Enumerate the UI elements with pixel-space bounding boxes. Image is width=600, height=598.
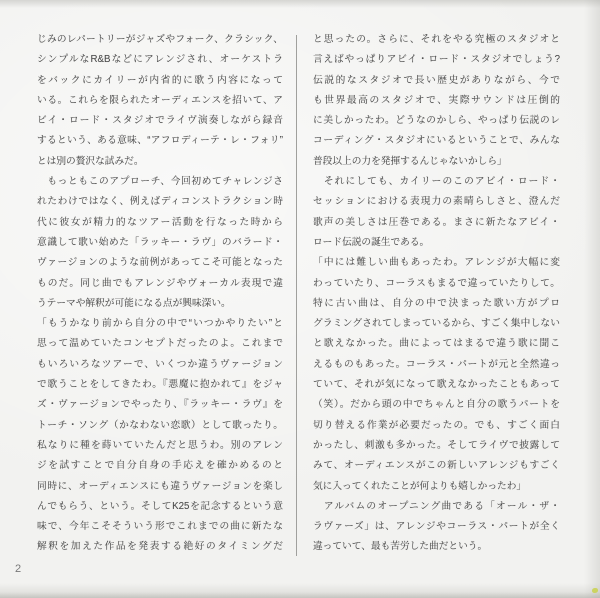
text-line: 特に古い曲は、自分の中で決まった歌い方がプロ [313, 297, 560, 309]
text-line: えるものもあった。コーラス・パートが元と全然違っ [313, 358, 560, 370]
text-line: 思って温めていたコンセプトだったのよ。これまで [37, 338, 283, 350]
text-line: 解釈を加えた作品を発表する絶好のタイミングだ [37, 541, 283, 553]
text-line: グラミングされてしまっているから、すごく集中しない [313, 318, 560, 330]
text-line: それにしても、カイリーのこのアビイ・ロード・ [313, 176, 560, 188]
text-line: ズ・ヴァージョンでやったり、『ラッキー・ラヴ』を [37, 399, 283, 411]
text-line: 伝説的なスタジオで長い歴史がありながら、今で [313, 74, 560, 86]
text-line: セッションにおける表現力の素晴らしさと、澄んだ [313, 196, 560, 208]
text-line: わっていたり、コーラスもまるで違っていたりして。 [313, 277, 560, 289]
text-line: 歌声の美しさは圧巻である。まさに新たなアビイ・ [313, 216, 560, 228]
text-line: じみのレパートリーがジャズやフォーク、クラシック、 [37, 34, 283, 45]
text-line: 普段以上の力を発揮するんじゃないかしら」 [313, 155, 507, 167]
text-line: うテーマや解釈が可能になる点が興味深い。 [37, 297, 231, 309]
text-line: コーディング・スタジオにいるということで、みんな [313, 135, 560, 147]
text-line: みて、オーディエンスがこの新しいアレンジもすごく [313, 460, 560, 472]
page-number: 2 [15, 563, 22, 575]
text-line: いる。これらを限られたオーディエンスを招いて、ア [37, 94, 283, 106]
text-line: 代に彼女が精力的なツアー活動を行なった時から [37, 216, 283, 228]
text-line: もいろいろなツアーで、いくつか違うヴァージョン [37, 358, 283, 370]
text-line: ロード伝説の誕生である。 [313, 236, 430, 248]
text-line: ていて、それが気になって歌えなかったこともあって [313, 379, 560, 391]
text-line: シンプルなR&Bなどにアレンジされ、オーケストラ [37, 54, 283, 66]
text-line: ジを試すことで自分自身の手応えを確かめるのと [37, 460, 283, 472]
text-line: トーチ・ソング（かなわない恋歌）として歌ったり。 [37, 419, 283, 431]
text-line: （笑）。だから頭の中でちゃんと自分の歌うパートを [313, 399, 560, 411]
text-line: 私なりに種を蒔いていたんだと思うわ。別のアレン [37, 439, 283, 451]
column-left [37, 30, 283, 558]
text-line: も世界最高のスタジオで、実際サウンドは圧倒的 [313, 94, 560, 106]
text-line: 違っていて、最も苦労した曲だという。 [313, 541, 488, 553]
text-line: ものだ。同じ曲でもアレンジやヴォーカル表現で違 [37, 277, 283, 289]
text-line: れたわけではなく、例えばディコンストラクション時 [37, 196, 283, 208]
text-line: 気に入ってくれたことが何よりも嬉しかったわ」 [313, 480, 527, 492]
text-line: 切り替える作業が必要だったの。でも、すごく面白 [313, 419, 560, 431]
text-line: ビイ・ロード・スタジオでライヴ演奏しながら録音 [37, 115, 283, 127]
text-line: と歌えなかった。曲によってはまるで違う歌に聞こ [313, 338, 560, 350]
paper-speck [592, 588, 598, 593]
text-line: かったし、刺激も多かった。そしてライヴで披露して [313, 439, 560, 451]
text-line: アルバムのオープニング曲である「オール・ザ・ [313, 500, 560, 512]
text-line: と思ったの。さらに、それをやる究極のスタジオと [313, 34, 560, 45]
text-line: 意識して歌い始めた「ラッキー・ラヴ」のバラード・ [37, 236, 283, 248]
text-line: 「もうかなり前から自分の中で“いつかやりたい”と [37, 318, 283, 330]
text-line: するという、ある意味、“アフロディーテ・レ・フォリ” [37, 135, 283, 147]
text-line: をバックにカイリーが内省的に歌う内容になって [37, 74, 283, 86]
text-line: ラヴァーズ」は、アレンジやコーラス・パートが全く [313, 521, 560, 533]
text-line: 同時に、オーディエンスにも違うヴァージョンを楽し [37, 480, 283, 492]
text-line: んでもらう、という。そしてK25を記念するという意 [37, 500, 283, 512]
text-line: もっともこのアプローチ、今回初めてチャレンジさ [37, 176, 283, 188]
text-line: 「中には難しい曲もあったわ。アレンジが大幅に変 [313, 257, 560, 269]
text-line: 言えばやっぱりアビイ・ロード・スタジオでしょう? [313, 54, 560, 66]
text-line: とは別の贅沢な試みだ。 [37, 155, 144, 167]
column-right [313, 30, 560, 558]
text-line: 味で、今年こそそういう形でこれまでの曲に新たな [37, 521, 283, 533]
column-divider [296, 35, 297, 556]
text-line: ヴァージョンのような前例があってこそ可能となった [37, 257, 283, 269]
text-line: に美しかったわ。どうなのかしら、やっぱり伝説のレ [313, 115, 560, 127]
text-line: で歌うことをしてきたわ。『悪魔に抱かれて』をジャ [37, 379, 283, 391]
